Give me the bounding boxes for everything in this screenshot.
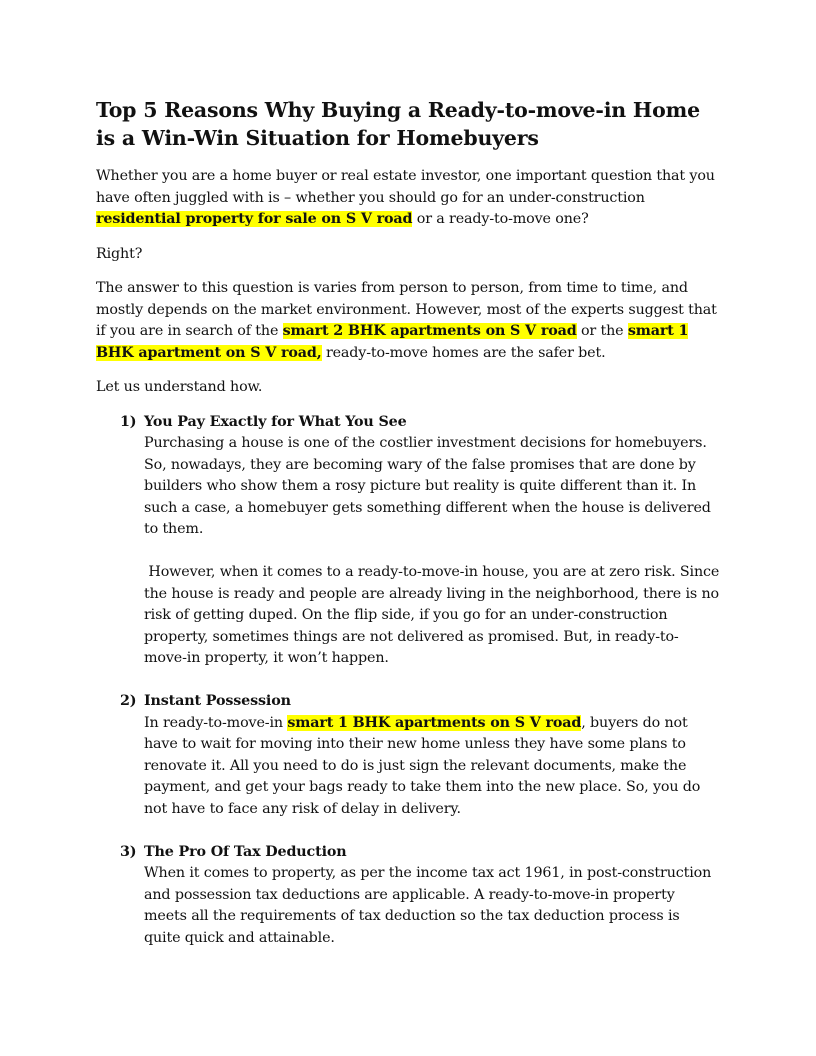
intro-highlight: residential property for sale on S V road [96, 211, 413, 227]
item-text-after: , buyers do not have to wait for moving into their new home unless they have some plans to renovate it. All you need to do is just sign the relevant documents, make the payment, and get your bags ready to take them into the new place. So, you do not have to face any risk of delay in delivery. [144, 714, 701, 817]
item-paragraph: However, when it comes to a ready-to-move-in house, you are at zero risk. Since the house is ready and people are already living in the neighborhood, there is no risk of getting duped. On the flip side, if you go for an under-construction property, sometimes things are not delivered as promised. But, in ready-to-move-in property, it won’t happen. [144, 564, 724, 666]
list-item [96, 412, 724, 692]
item-number: 2) [120, 693, 137, 709]
reasons-list [96, 412, 724, 950]
item-number: 1) [120, 413, 137, 430]
lead-paragraph: Let us understand how. [96, 379, 263, 395]
item-highlight: smart 1 BHK apartments on S V road [287, 714, 582, 731]
document-page [96, 96, 724, 949]
item-title: The Pro Of Tax Deduction [144, 843, 347, 860]
item-title: You Pay Exactly for What You See [144, 413, 407, 430]
intro-text-before: Whether you are a home buyer or real estate investor, one important question that you have often juggled with is – whether you should go for an under-construction [96, 168, 715, 206]
item-paragraph: Purchasing a house is one of the costlier investment decisions for homebuyers. So, nowadays, they are becoming wary of the false promises that are done by builders who show them a rosy picture but reality is quite different than it. In such a case, a homebuyer gets something different when the house is delivered to them. [144, 435, 711, 537]
item-text-before: In ready-to-move-in [144, 714, 288, 731]
item-title: Instant Possession [144, 693, 291, 709]
answer-text-1: The answer to this question is varies from person to person, from time to time, and mostly depends on the market environment. However, most of the experts suggest that if you are in search of the [96, 280, 717, 339]
answer-text-3: ready-to-move homes are the safer bet. [321, 344, 606, 361]
spacer [144, 820, 720, 842]
right-paragraph: Right? [96, 245, 143, 262]
answer-highlight-1: smart 2 BHK apartments on S V road [282, 323, 577, 339]
intro-paragraph [96, 166, 720, 231]
spacer [144, 541, 720, 563]
document-title: Top 5 Reasons Why Buying a Ready-to-move-in Home is a Win-Win Situation for Homebuyers [96, 98, 700, 150]
item-paragraph: When it comes to property, as per the income tax act 1961, in post-construction and possession tax deductions are applicable. A ready-to-move-in property meets all the requirements of tax deduction so the tax deduction process is quite quick and attainable. [144, 865, 712, 946]
answer-paragraph [96, 278, 720, 364]
item-number: 3) [120, 843, 137, 860]
answer-text-2: or the [576, 323, 628, 339]
list-item [96, 842, 720, 950]
answer-highlight-2: smart 1 BHK apartment on S V road, [96, 323, 689, 361]
intro-text-after: or a ready-to-move one? [412, 211, 589, 227]
list-item [96, 691, 720, 842]
spacer [144, 670, 720, 692]
item-paragraph [144, 713, 720, 821]
